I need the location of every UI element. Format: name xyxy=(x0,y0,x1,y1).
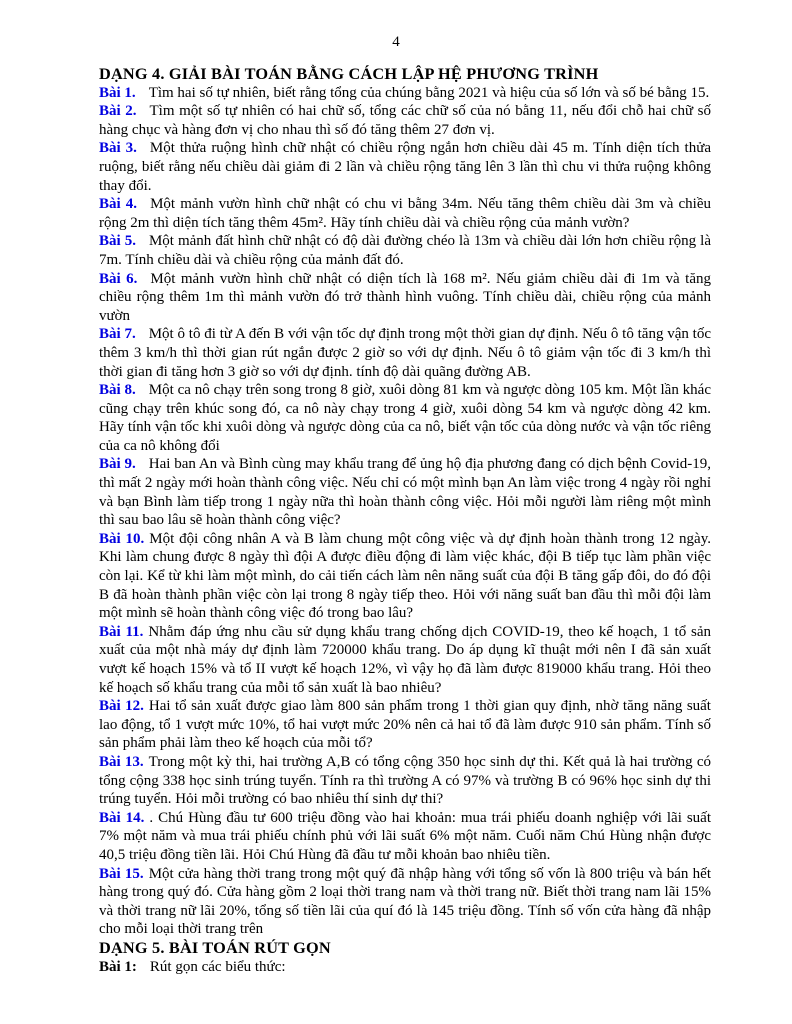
problem-label: Bài 6. xyxy=(99,270,138,287)
section-heading: DẠNG 5. BÀI TOÁN RÚT GỌN xyxy=(99,937,331,957)
problem-paragraph xyxy=(99,623,711,697)
problem-text: Hai tổ sản xuất được giao làm 800 sản phẩm trong 1 thời gian quy định, nhờ tăng năng suất lao động, tổ 1 vượt mức 10%, tổ hai vượt mức 20% nên cả hai tổ đã làm được 910 sản phẩm. Tính số sản phẩm phải làm theo kế hoạch của mỗi tổ? xyxy=(99,698,711,752)
page-number: 4 xyxy=(392,34,400,50)
problem-label: Bài 5. xyxy=(99,233,136,250)
problem-label: Bài 2. xyxy=(99,103,137,120)
problem-label: Bài 15. xyxy=(99,865,144,882)
problem-text: Một mảnh vườn hình chữ nhật có chu vi bằng 34m. Nếu tăng thêm chiều dài 3m và chiều rộng 2m thì diện tích tăng thêm 45m². Hãy tính chiều dài và chiều rộng của mảnh vườn? xyxy=(99,196,711,231)
problem-text: Trong một kỳ thi, hai trường A,B có tổng cộng 350 học sinh dự thi. Kết quả là hai trường có tổng cộng 338 học sinh trúng tuyển. Tính ra thì trường A có 97% và trường B có 96% học sinh dự thi trúng tuyển. Hỏi mỗi trường có bao nhiêu thí sinh dự thi? xyxy=(99,753,711,808)
problem-label: Bài 8. xyxy=(99,382,136,399)
problem-text: Tìm hai số tự nhiên, biết rằng tổng của chúng bằng 2021 và hiệu của số lớn và số bé bằng 15. xyxy=(148,84,710,101)
problem-text: Hai ban An và Bình cùng may khẩu trang để ủng hộ địa phương đang có dịch bệnh Covid-19, thì mất 2 ngày mới hoàn thành công việc. Nếu chỉ có một mình bạn An làm việc trong 4 ngày rồi nghỉ và bạn Bình làm tiếp trong 1 ngày nữa thì hoàn thành công việc. Hỏi mỗi người làm riêng một mình thì sau bao lâu sẽ hoàn thành công việc? xyxy=(99,456,711,529)
problem-paragraph xyxy=(99,865,711,939)
problem-paragraph xyxy=(99,381,711,455)
problem-label: Bài 12. xyxy=(99,698,144,715)
problem-paragraph xyxy=(99,753,711,809)
problem-text: Một ô tô đi từ A đến B với vận tốc dự định trong một thời gian dự định. Nếu ô tô tăng vận tốc thêm 3 km/h thì thời gian rút ngắn được 2 giờ so với dự định. Nếu ô tô giảm vận tốc đi 3 km/h thì thời gian đi tăng hơn 3 giờ so với dự định. tính độ dài quãng đường AB. xyxy=(99,326,711,380)
problem-text: Tìm một số tự nhiên có hai chữ số, tổng các chữ số của nó bằng 11, nếu đổi chỗ hai chữ số hàng chục và hàng đơn vị cho nhau thì số đó tăng thêm 27 đơn vị. xyxy=(99,103,711,138)
problem-text: Một ca nô chạy trên song trong 8 giờ, xuôi dòng 81 km và ngược dòng 105 km. Một lần khác cũng chạy trên khúc song đó, ca nô này chạy trong 4 giờ, xuôi dòng 54 km và ngược dòng 42 km. Hãy tính vận tốc khi xuôi dòng và ngược dòng của ca nô, biết vận tốc của dòng nước và vận tốc riêng của ca nô không đổi xyxy=(99,382,711,454)
problem-text: Một đội công nhân A và B làm chung một công việc và dự định hoàn thành trong 12 ngày. Khi làm chung được 8 ngày thì đội A được điều động đi làm việc khác, đội B tiếp tục làm phần việc còn lại. Kể từ khi làm một mình, do cải tiến cách làm nên năng suất của đội B tăng gấp đôi, do đó đội B đã hoàn thành phần việc còn lại trong 8 ngày tiếp theo. Hỏi với năng suất ban đầu thì mỗi đội làm một mình sẽ hoàn thành công việc đó trong bao lâu? xyxy=(99,530,711,622)
problem-text: Một mảnh vườn hình chữ nhật có diện tích là 168 m². Nếu giảm chiều dài đi 1m và tăng chiều rộng thêm 1m thì mảnh vườn đó trở thành hình vuông. Tính chiều dài, chiều rộng của mảnh vườn xyxy=(99,270,711,324)
problem-label: Bài 1. xyxy=(99,84,136,101)
problem-paragraph xyxy=(99,102,711,139)
problem-paragraph xyxy=(99,697,711,753)
document-content xyxy=(99,65,711,976)
problem-paragraph xyxy=(99,84,711,103)
problem-text: Một cửa hàng thời trang trong một quý đã nhập hàng với tổng số vốn là 800 triệu và bán hết hàng trong quý đó. Cửa hàng gồm 2 loại thời trang nam và thời trang nữ. Biết thời trang nam lãi 15% và thời trang nữ lãi 20%, tổng số tiền lãi của quí đó là 145 triệu đồng. Tính số vốn cửa hàng đã nhập cho mỗi loại thời trang trên xyxy=(99,865,711,938)
problem-text: Một thửa ruộng hình chữ nhật có chiều rộng ngắn hơn chiều dài 45 m. Tính diện tích thửa ruộng, biết rằng nếu chiều dài giảm đi 2 lần và chiều rộng tăng lên 3 lần thì chu vi thửa ruộng không thay đổi. xyxy=(99,140,711,194)
problem-label: Bài 10. xyxy=(99,530,145,547)
problem-paragraph xyxy=(99,958,711,977)
problem-paragraph xyxy=(99,139,711,195)
problem-paragraph xyxy=(99,195,711,232)
problem-paragraph xyxy=(99,232,711,269)
problem-text: Nhằm đáp ứng nhu cầu sử dụng khẩu trang chống dịch COVID-19, theo kế hoạch, 1 tổ sản xuất của một nhà máy dự định làm 720000 khẩu trang. Do áp dụng kĩ thuật mới nên I đã sản xuất vượt kế hoạch 15% và tổ II vượt kế hoạch 12%, vì vậy họ đã làm được 819000 khẩu trang. Hỏi theo kế hoạch số khẩu trang của mỗi tổ sản xuất là bao nhiêu? xyxy=(99,623,711,696)
problem-paragraph xyxy=(99,809,711,865)
problem-text: Một mảnh đất hình chữ nhật có độ dài đường chéo là 13m và chiều dài lớn hơn chiều rộng là 7m. Tính chiều dài và chiều rộng của mảnh đất đó. xyxy=(99,233,711,268)
problem-label: Bài 1: xyxy=(99,958,137,975)
problem-label: Bài 7. xyxy=(99,326,136,343)
problem-text: Rút gọn các biểu thức: xyxy=(149,958,286,975)
problem-label: Bài 14. xyxy=(99,809,145,826)
problem-paragraph xyxy=(99,530,711,623)
problem-paragraph xyxy=(99,455,711,529)
problem-label: Bài 4. xyxy=(99,196,138,213)
problem-label: Bài 3. xyxy=(99,140,137,157)
problem-paragraph xyxy=(99,325,711,381)
problem-label: Bài 9. xyxy=(99,456,136,473)
problem-paragraph xyxy=(99,270,711,326)
problem-label: Bài 11. xyxy=(99,623,144,640)
section-heading: DẠNG 4. GIẢI BÀI TOÁN BẰNG CÁCH LẬP HỆ PHƯƠNG TRÌNH xyxy=(99,64,599,83)
problem-text: . Chú Hùng đầu tư 600 triệu đồng vào hai khoản: mua trái phiếu doanh nghiệp với lãi suất 7% một năm và mua trái phiếu chính phủ với lãi suất 6% một năm. Cuối năm Chú Hùng nhận được 40,5 triệu đồng tiền lãi. Hỏi Chú Hùng đã đầu tư mỗi khoản bao nhiêu tiền. xyxy=(99,809,711,863)
problem-label: Bài 13. xyxy=(99,753,144,770)
